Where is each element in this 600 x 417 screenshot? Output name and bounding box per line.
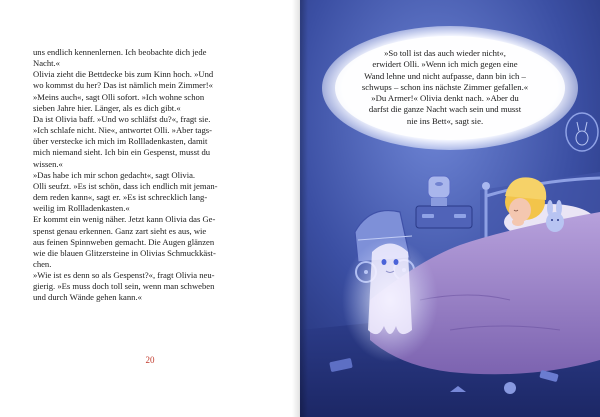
- right-page-illustration: [300, 0, 600, 417]
- text-line: »Meins auch«, sagt Olli sofort. »Ich wohne schon: [33, 91, 205, 102]
- text-line: aus feinen Spinnweben gemacht. Die Augen glänzen: [33, 236, 215, 247]
- text-line: Olivia zieht die Bettdecke bis zum Kinn hoch. »Und: [33, 69, 214, 80]
- page-number: 20: [145, 355, 155, 365]
- text-line: nie ins Bett«, sagt sie.: [406, 115, 484, 126]
- text-line: »Ich schlafe nicht. Nie«, antwortet Olli. »Aber tags-: [33, 125, 212, 136]
- text-line: dem reden kann«, sagt er. »Es ist schrecklich lang-: [33, 192, 208, 203]
- text-line: schwups – schon ins nächste Zimmer gefallen.«: [361, 81, 529, 92]
- text-line: »Wie ist es denn so als Gespenst?«, fragt Olivia neu-: [33, 270, 215, 281]
- text-line: »So toll ist das auch wieder nicht«,: [384, 48, 506, 58]
- text-line: Da ist Olivia baff. »Und wo schläfst du?«, fragt sie.: [33, 113, 211, 124]
- bunny-picture-frame: [566, 113, 598, 151]
- text-line: »Du Armer!« Olivia denkt nach. »Aber du: [371, 93, 519, 104]
- lamp-icon: [428, 176, 450, 206]
- story-text: [33, 47, 288, 304]
- text-line: »Das habe ich mir schon gedacht«, sagt Olivia.: [33, 169, 196, 180]
- text-line: Olli seufzt. »Es ist schön, dass ich endlich mit jeman-: [33, 180, 218, 191]
- text-line: chen.: [33, 258, 52, 269]
- text-line: mich niemand sieht. Ich bin ein Gespenst, musst du: [33, 147, 211, 158]
- text-line: wie die blauen Glitzersteine in Olivias Schmuckkäst-: [33, 247, 216, 258]
- text-line: uns endlich kennenlernen. Ich beobachte dich jede: [33, 47, 207, 57]
- text-line: spenst genau erkennen. Ganz zart sieht es aus, wie: [33, 225, 207, 236]
- text-line: über verstecke ich mich im Rollladenkasten, damit: [33, 136, 208, 147]
- text-line: wissen.«: [33, 158, 63, 169]
- text-line: und durch Wände gehen kann.«: [33, 292, 142, 303]
- text-line: Er kommt ein wenig näher. Jetzt kann Olivia das Ge-: [33, 214, 216, 225]
- text-line: darfst die ganze Nacht wach sein und musst: [368, 104, 522, 115]
- text-line: gierig. »Es muss doch toll sein, wenn man schweben: [33, 281, 215, 292]
- text-line: sieben Jahre hier. Länger, als es dich gibt.«: [33, 102, 181, 113]
- text-line: Nacht.«: [33, 58, 60, 69]
- nightstand: [416, 206, 472, 228]
- text-line: weilig im Rollladenkasten.«: [33, 203, 130, 214]
- text-line: Wand lehne und nicht aufpasse, dann bin ich –: [364, 70, 526, 81]
- text-line: wo kommst du her? Das ist nämlich mein Zimmer!«: [33, 80, 213, 91]
- text-line: erwidert Olli. »Wenn ich mich gegen eine: [372, 59, 518, 70]
- illustration-text: [330, 48, 560, 127]
- ghost-olli: [342, 238, 438, 362]
